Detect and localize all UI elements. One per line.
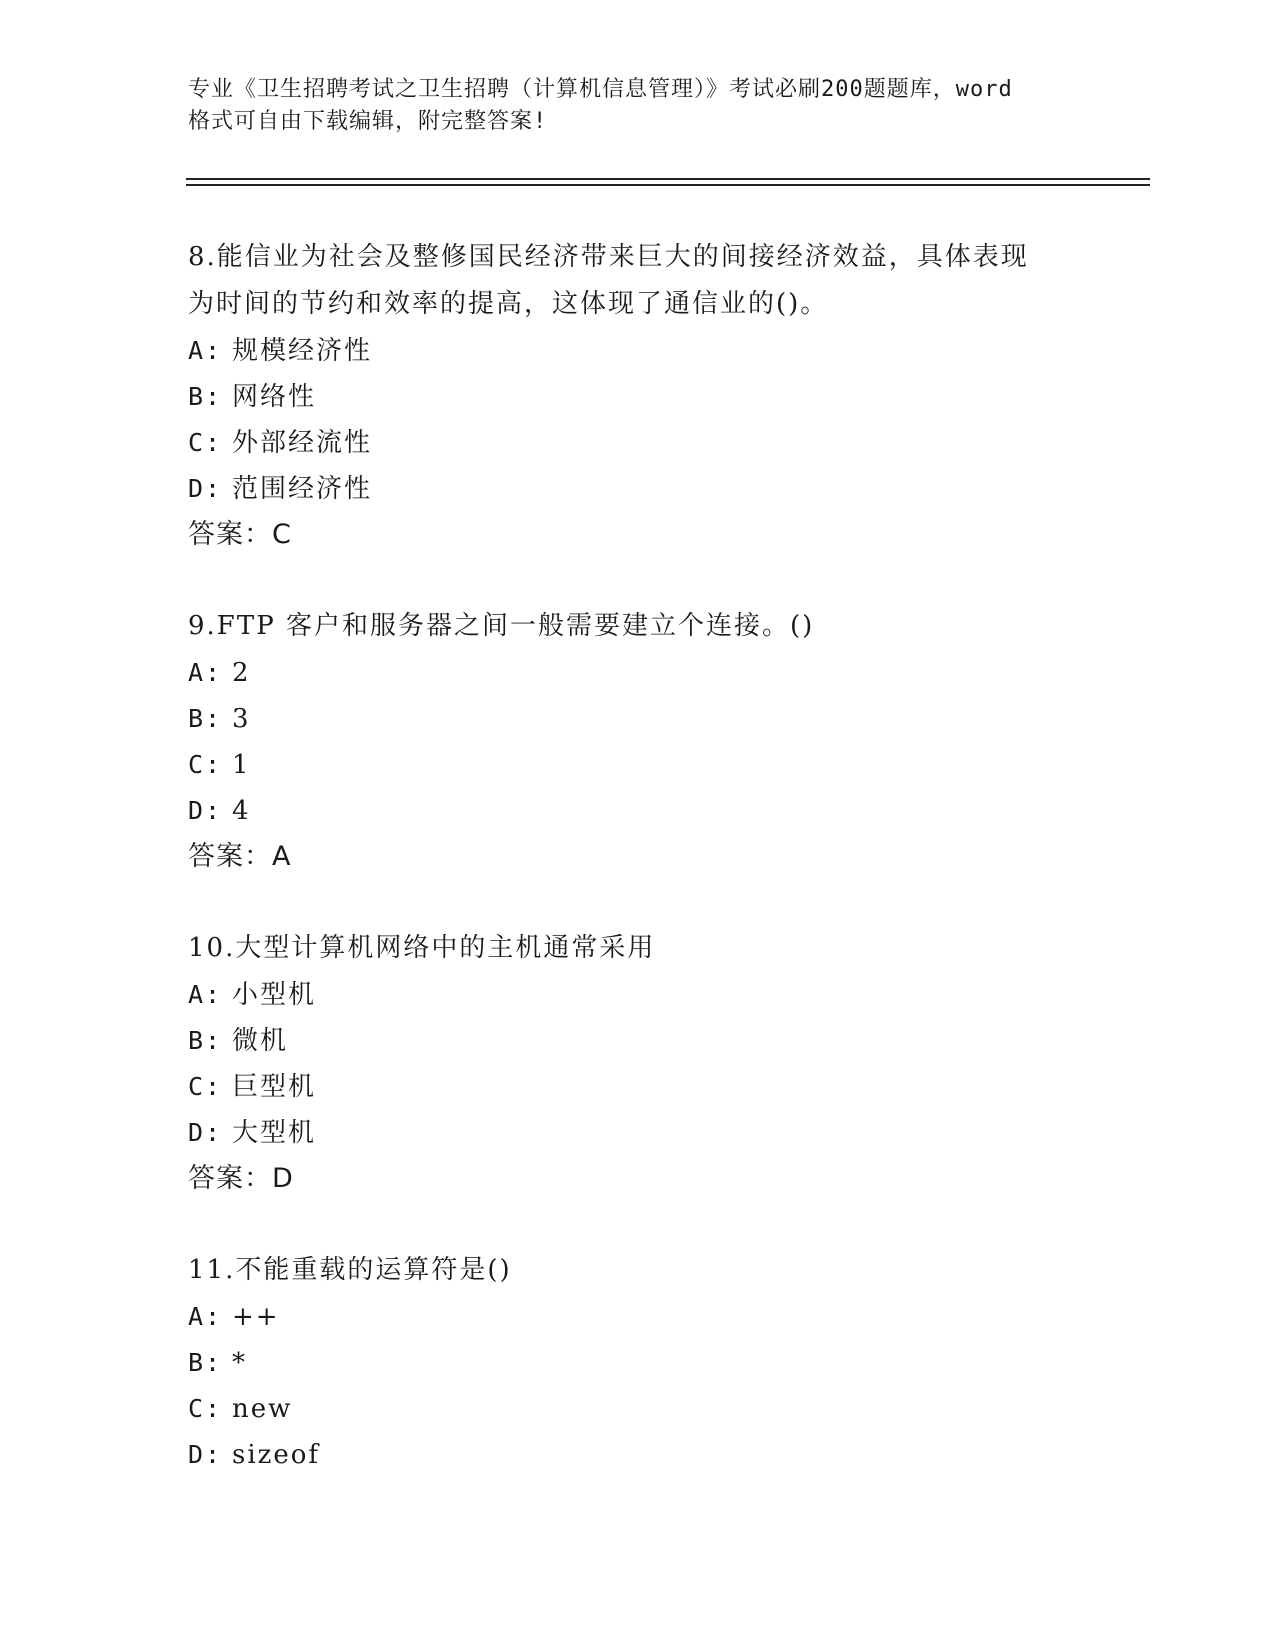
question-text: 9.FTP 客户和服务器之间一般需要建立个连接。()	[188, 611, 815, 641]
option-a	[188, 1294, 1088, 1340]
option-text: 规模经济性	[232, 336, 373, 366]
option-key: B:	[188, 382, 223, 411]
option-text: sizeof	[232, 1440, 321, 1470]
option-key: A:	[188, 336, 223, 365]
question-item	[188, 603, 1088, 880]
option-text: ++	[232, 1302, 280, 1332]
option-key: B:	[188, 1348, 223, 1377]
option-key: D:	[188, 1440, 223, 1469]
option-c	[188, 420, 1088, 466]
header-line-2: 格式可自由下载编辑，附完整答案!	[188, 109, 548, 134]
option-c	[188, 742, 1088, 788]
question-item	[188, 234, 1088, 558]
document-header	[188, 74, 1088, 138]
option-text: 2	[232, 658, 251, 688]
option-a	[188, 650, 1088, 696]
question-text: 11.不能重载的运算符是()	[188, 1255, 512, 1285]
option-key: C:	[188, 428, 223, 457]
option-key: A:	[188, 1302, 223, 1331]
answer-label: 答案：A	[188, 841, 292, 872]
option-key: D:	[188, 1118, 223, 1147]
option-text: new	[232, 1394, 293, 1424]
option-text: 大型机	[232, 1118, 317, 1148]
option-text: *	[232, 1348, 247, 1378]
option-b	[188, 1340, 1088, 1386]
option-text: 微机	[232, 1026, 289, 1056]
option-key: A:	[188, 658, 223, 687]
question-list	[188, 234, 1088, 1523]
option-key: B:	[188, 704, 223, 733]
option-text: 巨型机	[232, 1072, 317, 1102]
option-key: D:	[188, 796, 223, 825]
option-text: 网络性	[232, 382, 317, 412]
header-line-1: 专业《卫生招聘考试之卫生招聘（计算机信息管理）》考试必刷200题题库，word	[188, 77, 1013, 102]
option-d	[188, 1432, 1088, 1478]
answer-label: 答案：C	[188, 519, 292, 550]
question-item	[188, 1247, 1088, 1478]
option-key: D:	[188, 474, 223, 503]
option-c	[188, 1064, 1088, 1110]
option-text: 小型机	[232, 980, 317, 1010]
question-text: 10.大型计算机网络中的主机通常采用	[188, 933, 656, 963]
option-a	[188, 972, 1088, 1018]
option-text: 3	[232, 704, 251, 734]
option-d	[188, 466, 1088, 512]
option-b	[188, 1018, 1088, 1064]
option-key: B:	[188, 1026, 223, 1055]
option-key: C:	[188, 1072, 223, 1101]
question-text: 8.能信业为社会及整修国民经济带来巨大的间接经济效益，具体表现为时间的节约和效率的提高，这体现了通信业的()。	[188, 242, 1029, 319]
option-key: A:	[188, 980, 223, 1009]
header-divider-top	[186, 178, 1150, 180]
option-c	[188, 1386, 1088, 1432]
option-b	[188, 696, 1088, 742]
option-d	[188, 788, 1088, 834]
header-divider-bottom	[186, 184, 1150, 186]
option-text: 4	[232, 796, 251, 826]
question-item	[188, 925, 1088, 1202]
option-text: 1	[232, 750, 251, 780]
option-a	[188, 328, 1088, 374]
option-text: 外部经流性	[232, 428, 373, 458]
answer-label: 答案：D	[188, 1163, 294, 1194]
option-text: 范围经济性	[232, 474, 373, 504]
option-key: C:	[188, 1394, 223, 1423]
option-d	[188, 1110, 1088, 1156]
option-b	[188, 374, 1088, 420]
option-key: C:	[188, 750, 223, 779]
